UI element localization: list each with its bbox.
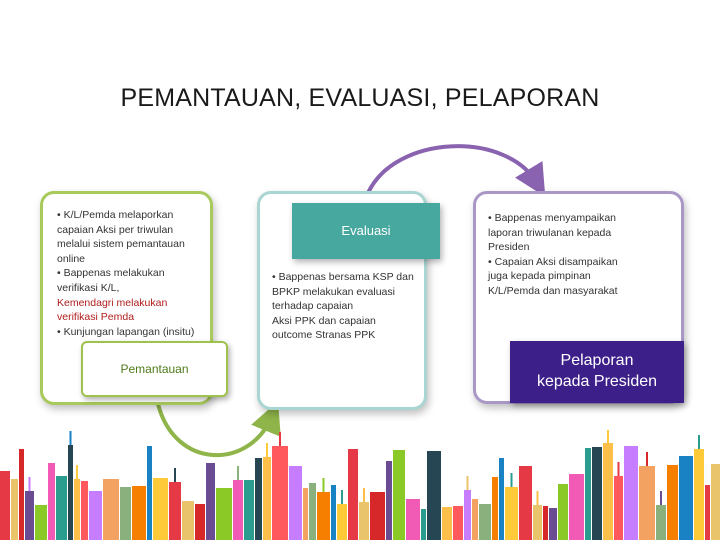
skyline-building [303, 488, 308, 540]
skyline-building [289, 466, 302, 540]
evaluasi-item-2: Aksi PPK dan capaian outcome Stranas PPK [272, 314, 376, 342]
pelaporan-label-line1: Pelaporan [560, 352, 634, 369]
skyline-building [624, 446, 638, 540]
skyline-building [68, 445, 73, 540]
pemantauan-text [57, 208, 195, 339]
skyline-building [182, 501, 194, 540]
evaluasi-label: Evaluasi [292, 203, 440, 259]
skyline-building [216, 488, 232, 540]
pelaporan-label [510, 341, 684, 403]
skyline-building [453, 506, 463, 540]
skyline-spire [237, 466, 239, 480]
evaluasi-item-1: • Bappenas bersama KSP dan BPKP melakukan evaluasi terhadap capaian [272, 271, 414, 313]
skyline-building [479, 504, 491, 540]
skyline-building [272, 446, 288, 540]
pelaporan-label-line2: kepada Presiden [536, 373, 658, 390]
skyline-building [639, 466, 655, 540]
skyline-spire [279, 432, 281, 446]
skyline-building [370, 492, 385, 540]
skyline-spire [76, 465, 78, 479]
skyline-spire [266, 443, 268, 457]
skyline-building [206, 463, 215, 540]
skyline-building [35, 505, 47, 540]
skyline-building [255, 458, 262, 540]
skyline-building [11, 479, 18, 540]
skyline-building [103, 479, 119, 540]
skyline-building [263, 457, 271, 540]
pemantauan-item-1: • K/L/Pemda melaporkan capaian Aksi per triwulan melalui sistem pemantauan online [57, 209, 185, 265]
skyline-building [543, 506, 548, 540]
skyline-building [331, 485, 336, 540]
skyline-spire [698, 435, 700, 449]
skyline-spire [511, 473, 513, 487]
arrow-evaluasi-to-pelaporan [368, 146, 537, 193]
skyline-building [585, 448, 591, 540]
skyline-building [120, 487, 131, 540]
skyline-spire [618, 462, 620, 476]
skyline-building [519, 466, 532, 540]
skyline-building [656, 505, 666, 540]
skyline-building [153, 478, 168, 540]
skyline-building [147, 446, 152, 540]
pelaporan-text [488, 211, 630, 299]
pemantauan-item-2-highlight: Kemendagri melakukan verifikasi Pemda [57, 296, 168, 324]
skyline-building [386, 461, 392, 540]
skyline-building [81, 481, 88, 540]
skyline-spire [646, 452, 648, 466]
skyline-building [549, 508, 557, 540]
skyline-building [195, 504, 205, 540]
skyline-building [464, 490, 471, 540]
pemantauan-item-2: • Bappenas melakukan verifikasi K/L, [57, 267, 165, 294]
skyline-spire [341, 490, 343, 504]
skyline-spire [363, 488, 365, 502]
skyline-spire [467, 476, 469, 490]
skyline-building [309, 483, 316, 540]
skyline-building [169, 482, 181, 540]
skyline-building [694, 449, 704, 540]
skyline-building [679, 456, 693, 540]
skyline-building [56, 476, 67, 540]
skyline-building [558, 484, 568, 540]
skyline-spire [29, 477, 31, 491]
skyline-building [337, 504, 347, 540]
skyline-building [614, 476, 623, 540]
skyline-spire [537, 491, 539, 505]
pemantauan-label: Pemantauan [81, 341, 228, 397]
skyline-building [406, 499, 420, 540]
skyline-building [499, 458, 504, 540]
skyline-building [442, 507, 452, 540]
skyline-building [711, 464, 720, 540]
evaluasi-text [272, 270, 414, 343]
pemantauan-item-3: • Kunjungan lapangan (insitu) [57, 325, 195, 338]
skyline-spire [607, 430, 609, 443]
skyline-building [74, 479, 80, 540]
skyline-building [505, 487, 518, 540]
skyline-spire [70, 431, 72, 445]
page-title: PEMANTAUAN, EVALUASI, PELAPORAN [120, 84, 600, 112]
skyline-spire [323, 478, 325, 492]
skyline-building [233, 480, 243, 540]
city-skyline-decoration [0, 430, 720, 540]
skyline-building [89, 491, 102, 540]
skyline-building [421, 509, 426, 540]
skyline-building [19, 449, 24, 540]
skyline-building [393, 450, 405, 540]
skyline-building [25, 491, 34, 540]
pelaporan-item-2: • Capaian Aksi disampaikan juga kepada pimpinan K/L/Pemda dan masyarakat [488, 255, 618, 297]
skyline-building [244, 480, 254, 540]
skyline-building [603, 443, 613, 540]
skyline-building [0, 471, 10, 540]
skyline-building [48, 463, 55, 540]
pelaporan-item-1: • Bappenas menyampaikan laporan triwulanan kepada Presiden [488, 212, 617, 254]
skyline-building [348, 449, 358, 540]
skyline-building [132, 486, 146, 540]
skyline-spire [174, 468, 176, 482]
skyline-building [472, 499, 478, 540]
skyline-building [359, 502, 369, 540]
skyline-building [533, 505, 542, 540]
skyline-building [569, 474, 584, 540]
skyline-building [317, 492, 330, 540]
skyline-spire [660, 491, 662, 505]
skyline-building [667, 465, 678, 540]
skyline-building [492, 477, 498, 540]
skyline-building [705, 485, 710, 540]
skyline-building [592, 447, 602, 540]
skyline-building [427, 451, 441, 540]
